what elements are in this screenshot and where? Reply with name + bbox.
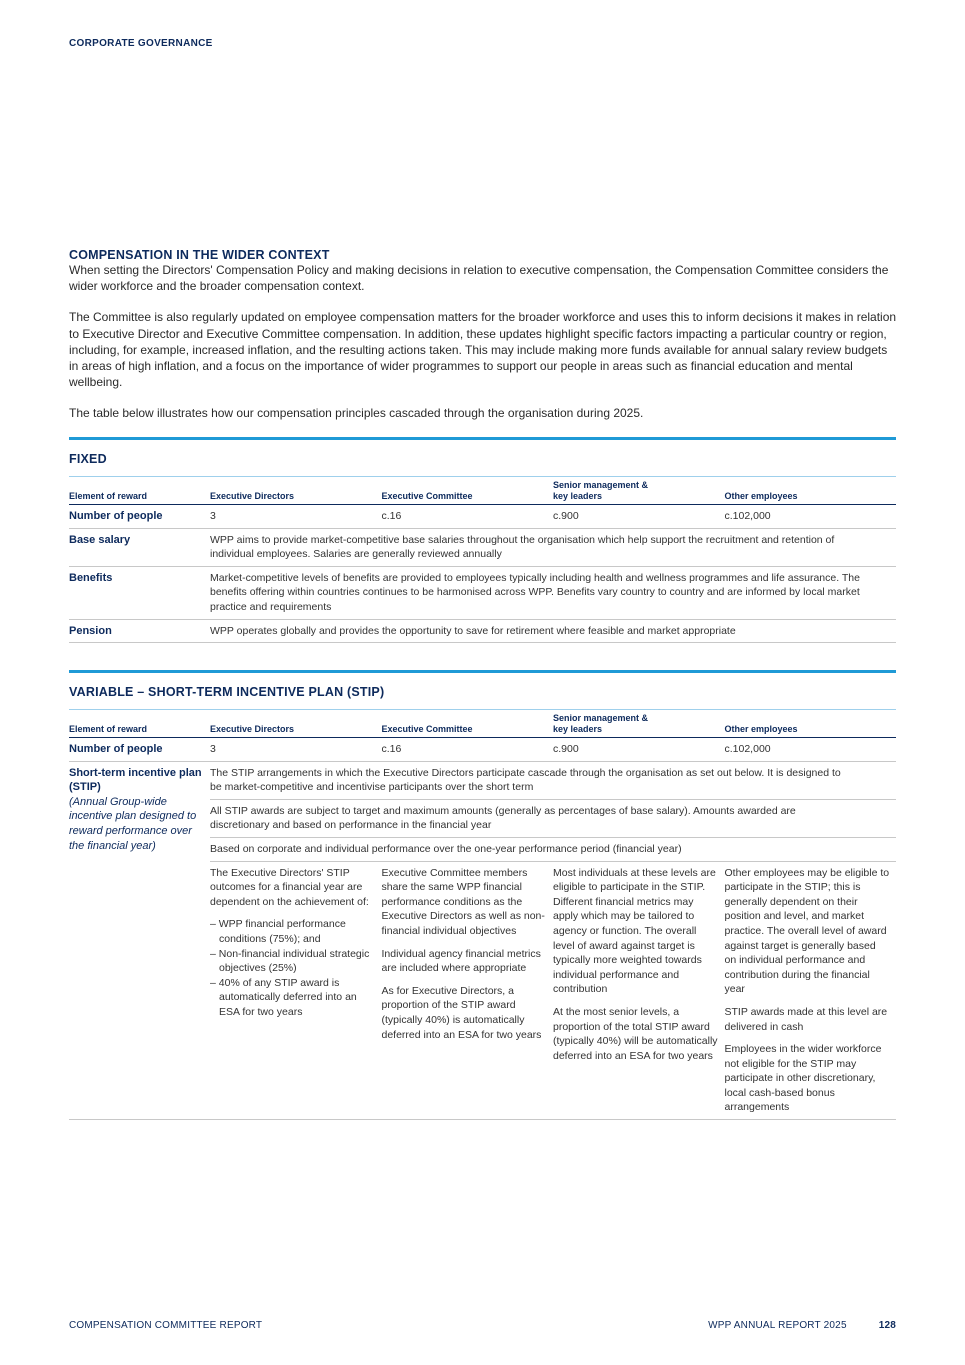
table-row xyxy=(69,505,896,529)
table-cell: 3 xyxy=(210,743,216,755)
table-cell: c.16 xyxy=(381,743,402,755)
column-header: Other employees xyxy=(724,491,798,501)
running-header: CORPORATE GOVERNANCE xyxy=(69,38,213,49)
cell-paragraph: As for Executive Directors, a proportion of the STIP award (typically 40%) is automatically deferred into an ESA for two years xyxy=(381,984,542,1041)
table-header-row xyxy=(69,710,896,738)
column-header: Element of reward xyxy=(69,724,148,734)
cell-paragraph: The Executive Directors' STIP outcomes for a financial year are dependent on the achievement of: xyxy=(210,866,369,908)
column-header: Other employees xyxy=(724,724,798,734)
row-label: Number of people xyxy=(69,510,163,522)
column-header: Executive Directors xyxy=(210,724,295,734)
column-header: Senior management & key leaders xyxy=(553,713,649,734)
table-cell: c.900 xyxy=(553,743,579,755)
table-header-row xyxy=(69,477,896,505)
table-cell: Market-competitive levels of benefits are provided to employees typically including health and wellness programmes and life assurance. The benefits offering within countries continues to be harmonised across WPP. Benefits vary country to country and are informed by local market practice and requirements xyxy=(210,571,860,613)
table-cell: WPP operates globally and provides the opportunity to save for retirement where feasible and market appropriate xyxy=(210,624,736,637)
row-label: Number of people xyxy=(69,743,163,755)
row-label: Pension xyxy=(69,624,112,637)
fixed-title: FIXED xyxy=(69,452,107,466)
column-header: Executive Committee xyxy=(381,491,473,501)
section-title: COMPENSATION IN THE WIDER CONTEXT xyxy=(69,248,330,262)
table-row xyxy=(69,619,896,643)
table-row xyxy=(69,761,896,799)
exec-committee-cell xyxy=(382,861,554,1120)
table-cell: c.16 xyxy=(381,510,402,522)
cell-paragraph: Other employees may be eligible to participate in the STIP; this is generally dependent on their position and level, and market practice. The overall level of award against target is generally based on individual performance and contribution during the financial year xyxy=(724,866,890,996)
table-cell: c.102,000 xyxy=(724,743,771,755)
column-header: Element of reward xyxy=(69,491,148,501)
variable-title: VARIABLE – SHORT-TERM INCENTIVE PLAN (STIP) xyxy=(69,685,385,699)
cell-paragraph: Employees in the wider workforce not eligible for the STIP may participate in other discretionary, local cash-based bonus arrangements xyxy=(724,1043,882,1114)
cell-paragraph: At the most senior levels, a proportion of the total STIP award (typically 40%) will be automatically deferred into an ESA for two years xyxy=(553,1005,718,1062)
table-cell: c.900 xyxy=(553,510,579,522)
table-cell: Based on corporate and individual performance over the one-year performance period (financial year) xyxy=(210,842,682,855)
table-row xyxy=(69,566,896,619)
footer-report-name xyxy=(708,1320,896,1331)
cell-paragraph: Individual agency financial metrics are included where appropriate xyxy=(381,947,541,975)
senior-mgmt-cell xyxy=(553,861,725,1120)
intro-paragraph: The Committee is also regularly updated on employee compensation matters for the broader workforce and uses this to inform decisions it makes in relation to Executive Director and Executive Committee compensation. In addition, these updates highlight specific factors impacting a particular country or region, including, for example, increased inflation, and the resulting actions taken. This may include making more funds available for annual salary review budgets in areas of high inflation, and a focus on the importance of wider programmes to support our people in areas such as financial education and mental wellbeing. xyxy=(69,310,897,390)
fixed-table xyxy=(69,476,896,643)
cell-paragraph: STIP awards made at this level are delivered in cash xyxy=(724,1005,888,1033)
variable-table xyxy=(69,709,896,1120)
list-item: – WPP financial performance conditions (75%); and xyxy=(210,917,376,946)
table-cell: 3 xyxy=(210,510,216,522)
table-row xyxy=(69,528,896,566)
section-divider xyxy=(69,670,896,673)
footer-report-title: WPP ANNUAL REPORT 2025 xyxy=(708,1320,847,1331)
intro-paragraph: The table below illustrates how our compensation principles cascaded through the organisation during 2025. xyxy=(69,406,644,421)
column-header: Executive Committee xyxy=(381,724,473,734)
bullet-list xyxy=(210,917,376,1019)
stip-label: Short-term incentive plan (STIP) xyxy=(69,766,202,794)
row-label xyxy=(69,761,210,1119)
cell-paragraph: Most individuals at these levels are eligible to participate in the STIP. Different financial metrics may apply which may be tailored to agency or function. The overall level of award against target is typically more weighted towards individual performance and contribution xyxy=(553,866,716,996)
other-employees-cell xyxy=(725,861,897,1120)
cell-paragraph: Executive Committee members share the same WPP financial performance conditions as the Executive Directors as well as non-financial individual objectives xyxy=(381,866,545,937)
page-number: 128 xyxy=(878,1320,896,1331)
column-header: Senior management & key leaders xyxy=(553,480,649,501)
section-divider xyxy=(69,437,896,440)
fixed-section xyxy=(69,437,896,643)
list-item: – Non-financial individual strategic objectives (25%) xyxy=(210,947,376,976)
list-item: – 40% of any STIP award is automatically deferred into an ESA for two years xyxy=(210,976,376,1020)
table-row xyxy=(69,738,896,762)
table-cell: WPP aims to provide market-competitive base salaries throughout the organisation which help support the recruitment and retention of individual employees. Salaries are generally reviewed annually xyxy=(210,533,835,561)
column-header: Executive Directors xyxy=(210,491,295,501)
row-label: Benefits xyxy=(69,571,113,584)
footer-section-name: COMPENSATION COMMITTEE REPORT xyxy=(69,1320,263,1331)
table-cell: All STIP awards are subject to target and maximum amounts (generally as percentages of base salary). Amounts awarded are discretionary and based on performance in the financial year xyxy=(210,804,796,832)
exec-directors-cell xyxy=(210,861,382,1120)
variable-section xyxy=(69,670,896,1120)
intro-paragraph: When setting the Directors' Compensation Policy and making decisions in relation to executive compensation, the Compensation Committee considers the wider workforce and the broader compensation context. xyxy=(69,263,889,294)
table-cell: The STIP arrangements in which the Executive Directors participate cascade through the organisation as set out below. It is designed to be market-competitive and incentivise participants over the short term xyxy=(210,766,841,794)
row-label: Base salary xyxy=(69,533,131,546)
table-cell: c.102,000 xyxy=(724,510,771,522)
stip-sublabel: (Annual Group-wide incentive plan designed to reward performance over the financial year) xyxy=(69,795,197,852)
intro-section xyxy=(69,248,899,437)
